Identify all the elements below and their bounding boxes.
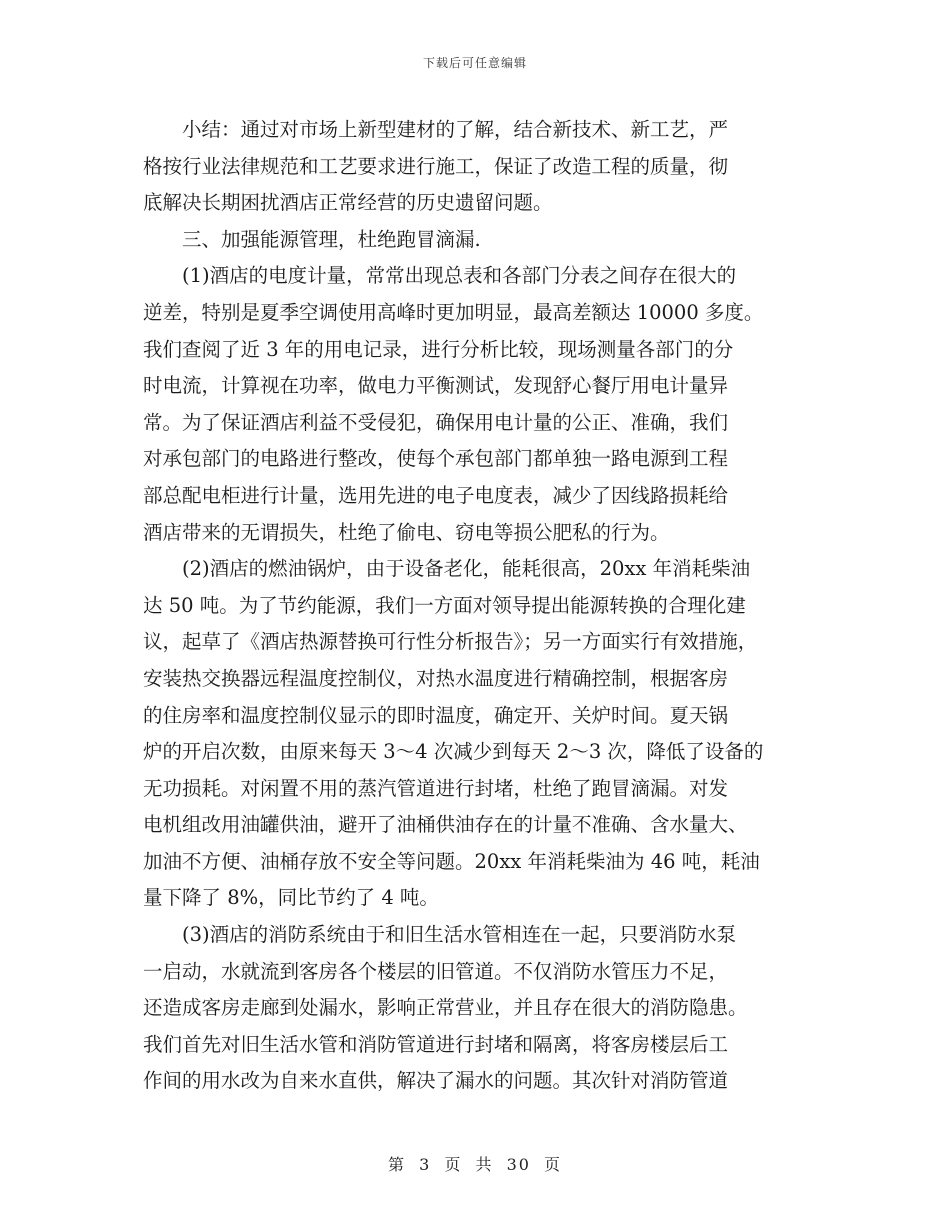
text-line: 量下降了 8%，同比节约了 4 吨。: [143, 886, 439, 910]
text-line: 酒店带来的无谓损失，杜绝了偷电、窃电等损公肥私的行为。: [143, 520, 670, 544]
page-header: 下载后可任意编辑: [422, 56, 527, 70]
page-number: 3: [419, 1155, 432, 1174]
text-line: 炉的开启次数，由原来每天 3～4 次减少到每天 2～3 次，降低了设备的: [143, 740, 764, 764]
text-line: (1)酒店的电度计量，常常出现总表和各部门分表之间存在很大的: [143, 264, 737, 288]
text-line: 我们首先对旧生活水管和消防管道进行封堵和隔离，将客房楼层后工: [143, 1032, 729, 1056]
page-label-prefix: 第: [387, 1155, 406, 1174]
text-line: 作间的用水改为自来水直供，解决了漏水的问题。其次针对消防管道: [143, 1069, 729, 1093]
text-line: 部总配电柜进行计量，选用先进的电子电度表，减少了因线路损耗给: [143, 483, 729, 507]
text-line: 加油不方便、油桶存放不安全等问题。20xx 年消耗柴油为 46 吨，耗油: [143, 849, 760, 873]
total-pages: 30: [506, 1155, 531, 1174]
text-line: 底解决长期困扰酒店正常经营的历史遗留问题。: [143, 191, 553, 215]
section-heading: 三、加强能源管理，杜绝跑冒滴漏.: [143, 227, 481, 251]
page-label-suffix: 页: [544, 1155, 563, 1174]
text-line: 电机组改用油罐供油，避开了油桶供油存在的计量不准确、含水量大、: [143, 813, 748, 837]
text-line: 安装热交换器远程温度控制仪，对热水温度进行精确控制，根据客房: [143, 666, 729, 690]
text-line: 无功损耗。对闲置不用的蒸汽管道进行封堵，杜绝了跑冒滴漏。对发: [143, 776, 729, 800]
text-line: 一启动，水就流到客房各个楼层的旧管道。不仅消防水管压力不足，: [143, 959, 729, 983]
text-line: 的住房率和温度控制仪显示的即时温度，确定开、关炉时间。夏天锅: [143, 703, 729, 727]
text-line: (2)酒店的燃油锅炉，由于设备老化，能耗很高，20xx 年消耗柴油: [143, 557, 751, 581]
text-line: 议，起草了《酒店热源替换可行性分析报告》；另一方面实行有效措施，: [143, 630, 758, 654]
text-line: 逆差，特别是夏季空调使用高峰时更加明显，最高差额达 10000 多度。: [143, 300, 764, 324]
page-footer: [0, 1152, 950, 1175]
text-line: 还造成客房走廊到处漏水，影响正常营业，并且存在很大的消防隐患。: [143, 996, 748, 1020]
text-line: 格按行业法律规范和工艺要求进行施工，保证了改造工程的质量，彻: [143, 154, 729, 178]
text-line: 对承包部门的电路进行整改，使每个承包部门都单独一路电源到工程: [143, 447, 729, 471]
text-line: 时电流，计算视在功率，做电力平衡测试，发现舒心餐厅用电计量异: [143, 374, 729, 398]
text-line: 我们查阅了近 3 年的用电记录，进行分析比较，现场测量各部门的分: [143, 337, 734, 361]
text-line: 达 50 吨。为了节约能源，我们一方面对领导提出能源转换的合理化建: [143, 593, 746, 617]
document-body: [143, 112, 813, 1100]
page-label-total-prefix: 共: [475, 1155, 494, 1174]
text-line: 小结：通过对市场上新型建材的了解，结合新技术、新工艺，严: [143, 118, 729, 141]
text-line: (3)酒店的消防系统由于和旧生活水管相连在一起，只要消防水泵: [143, 923, 737, 947]
page-label-mid: 页: [444, 1155, 463, 1174]
text-line: 常。为了保证酒店利益不受侵犯，确保用电计量的公正、准确，我们: [143, 410, 729, 434]
